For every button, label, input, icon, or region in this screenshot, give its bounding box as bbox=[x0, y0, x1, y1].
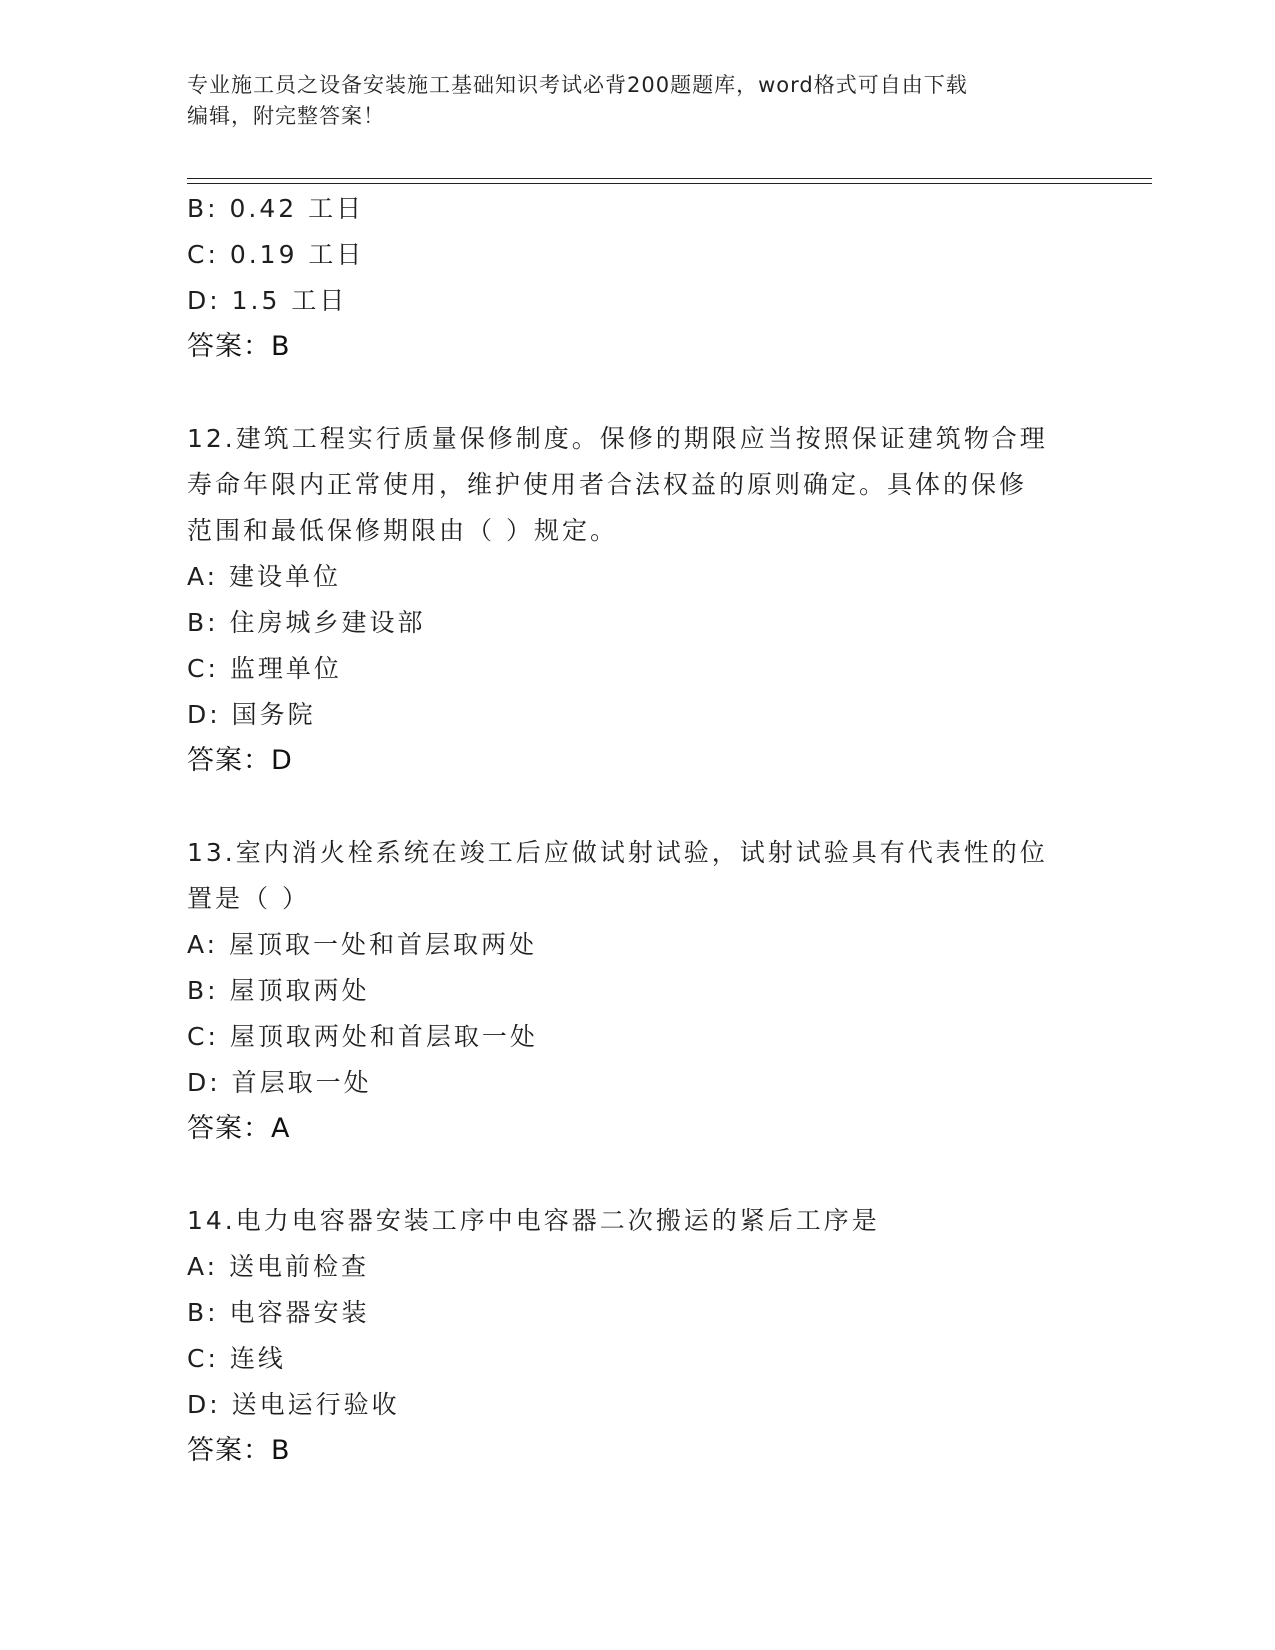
spacer bbox=[187, 784, 1087, 830]
option-d: D: 1.5 工日 bbox=[187, 286, 348, 315]
option-c: C: 连线 bbox=[187, 1344, 286, 1373]
option-a: A: 建设单位 bbox=[187, 562, 342, 591]
option-d: D: 送电运行验收 bbox=[187, 1390, 400, 1419]
page-header bbox=[187, 70, 1087, 132]
option-b: B: 屋顶取两处 bbox=[187, 976, 370, 1005]
spacer bbox=[187, 1152, 1087, 1198]
answer: 答案：D bbox=[187, 745, 293, 776]
option-d: D: 首层取一处 bbox=[187, 1068, 372, 1097]
question-13 bbox=[187, 830, 1087, 1152]
option-c: C: 0.19 工日 bbox=[187, 240, 365, 269]
answer: 答案：A bbox=[187, 1113, 291, 1144]
answer: 答案：B bbox=[187, 1435, 291, 1466]
question-stem-line: 置是（ ） bbox=[187, 884, 310, 913]
option-b: B: 住房城乡建设部 bbox=[187, 608, 426, 637]
question-stem-line: 13.室内消火栓系统在竣工后应做试射试验，试射试验具有代表性的位 bbox=[187, 838, 1048, 867]
question-stem-line: 14.电力电容器安装工序中电容器二次搬运的紧后工序是 bbox=[187, 1206, 880, 1235]
answer: 答案：B bbox=[187, 331, 291, 362]
option-a: A: 屋顶取一处和首层取两处 bbox=[187, 930, 538, 959]
spacer bbox=[187, 370, 1087, 416]
option-d: D: 国务院 bbox=[187, 700, 316, 729]
question-stem-line: 12.建筑工程实行质量保修制度。保修的期限应当按照保证建筑物合理 bbox=[187, 424, 1048, 453]
header-divider-bottom bbox=[187, 183, 1152, 184]
option-b: B: 电容器安装 bbox=[187, 1298, 370, 1327]
option-b: B: 0.42 工日 bbox=[187, 194, 365, 223]
question-stem-line: 寿命年限内正常使用，维护使用者合法权益的原则确定。具体的保修 bbox=[187, 470, 1028, 499]
header-divider-top bbox=[187, 178, 1152, 179]
question-stem-line: 范围和最低保修期限由（ ）规定。 bbox=[187, 516, 618, 545]
option-c: C: 监理单位 bbox=[187, 654, 342, 683]
option-a: A: 送电前检查 bbox=[187, 1252, 370, 1281]
header-line-1: 专业施工员之设备安装施工基础知识考试必背200题题库，word格式可自由下载 bbox=[187, 73, 968, 97]
question-content bbox=[187, 186, 1087, 1474]
question-11 bbox=[187, 186, 1087, 370]
question-14 bbox=[187, 1198, 1087, 1474]
header-line-2: 编辑，附完整答案！ bbox=[187, 104, 385, 128]
option-c: C: 屋顶取两处和首层取一处 bbox=[187, 1022, 538, 1051]
question-12 bbox=[187, 416, 1087, 784]
